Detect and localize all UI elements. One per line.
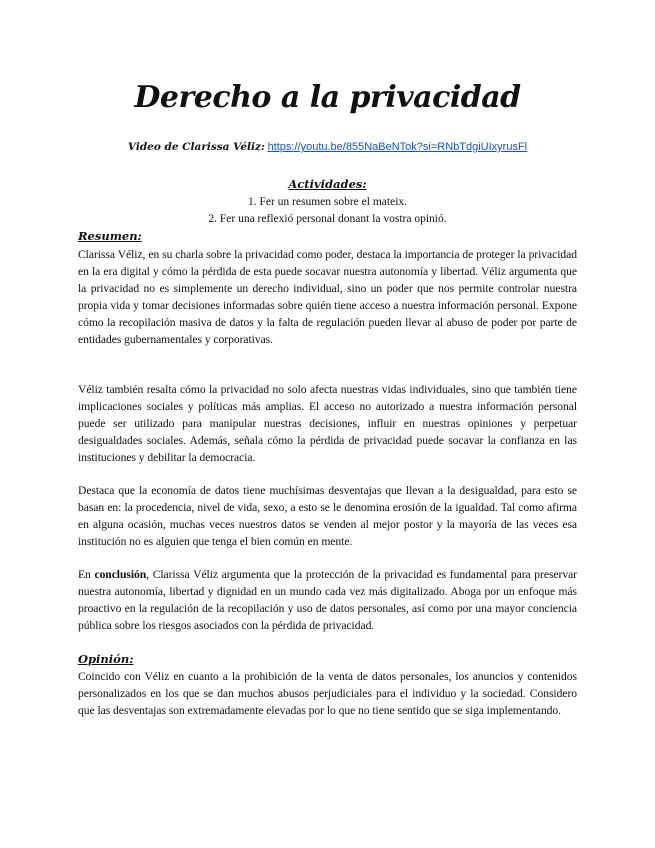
video-reference	[0, 141, 655, 153]
activity-item: 2. Fer una reflexió personal donant la vostra opinió.	[208, 213, 447, 225]
conclusion-bold-word: conclusión	[94, 568, 147, 581]
summary-paragraph-1: Clarissa Véliz, en su charla sobre la privacidad como poder, destaca la importancia de proteger la privacidad en la era digital y cómo la pérdida de esta puede socavar nuestra autonomía y libertad. Véliz argumenta que la privacidad no es simplemente un derecho individual, sino un poder que nos permite controlar nuestra propia vida y tomar decisiones informadas sobre quién tiene acceso a nuestra información personal. Expone cómo la recopilación masiva de datos y la falta de regulación pueden llevar al abuso de poder por parte de entidades gubernamentales y corporativas.	[78, 248, 577, 346]
conclusion-text: , Clarissa Véliz argumenta que la protección de la privacidad es fundamental para preservar nuestra autonomía, libertad y dignidad en un mundo cada vez más digitalizado. Aboga por un enfoque más proactivo en la regulación de la recopilación y uso de datos personales, así como por una mayor conciencia pública sobre los riesgos asociados con la pérdida de privacidad.	[78, 568, 577, 632]
opinion-paragraph: Coincido con Véliz en cuanto a la prohibición de la venta de datos personales, los anuncios y contenidos personalizados en los que se dan muchos abusos perjudiciales para el individuo y la sociedad. Considero que las desventajas son extremadamente elevadas por lo que no tiene sentido que se siga implementando.	[78, 670, 577, 717]
conclusion-paragraph	[78, 566, 577, 634]
summary-paragraph-2: Véliz también resalta cómo la privacidad no solo afecta nuestras vidas individuales, sino que también tiene implicaciones sociales y políticas más amplias. El acceso no autorizado a nuestra información personal puede ser utilizado para manipular nuestras decisiones, influir en nuestras opiniones y perpetuar desigualdades sociales. Además, señala cómo la pérdida de privacidad puede socavar la confianza en las instituciones y debilitar la democracia.	[78, 383, 577, 464]
video-label: Video de Clarissa Véliz:	[127, 141, 265, 153]
opinion-heading: Opinión:	[78, 652, 134, 666]
activities-heading: Actividades:	[288, 177, 367, 191]
summary-heading: Resumen:	[78, 229, 142, 243]
conclusion-prefix: En	[78, 568, 95, 581]
document-title: Derecho a la privacidad	[134, 80, 521, 115]
activities-list	[0, 194, 655, 228]
activity-item: 1. Fer un resumen sobre el mateix.	[247, 196, 408, 208]
video-link[interactable]: https://youtu.be/855NaBeNTok?si=RNbTdgiUIxyrusFl	[267, 141, 528, 153]
summary-paragraph-3: Destaca que la economía de datos tiene muchísimas desventajas que llevan a la desigualdad, para esto se basan en: la procedencia, nivel de vida, sexo, a esto se le denomina erosión de la igualdad. Tal como afirma en alguna ocasión, muchas veces nuestros datos se venden al mejor postor y la mayoría de las veces esa institución no es alguien que tenga el bien común en mente.	[78, 484, 577, 548]
